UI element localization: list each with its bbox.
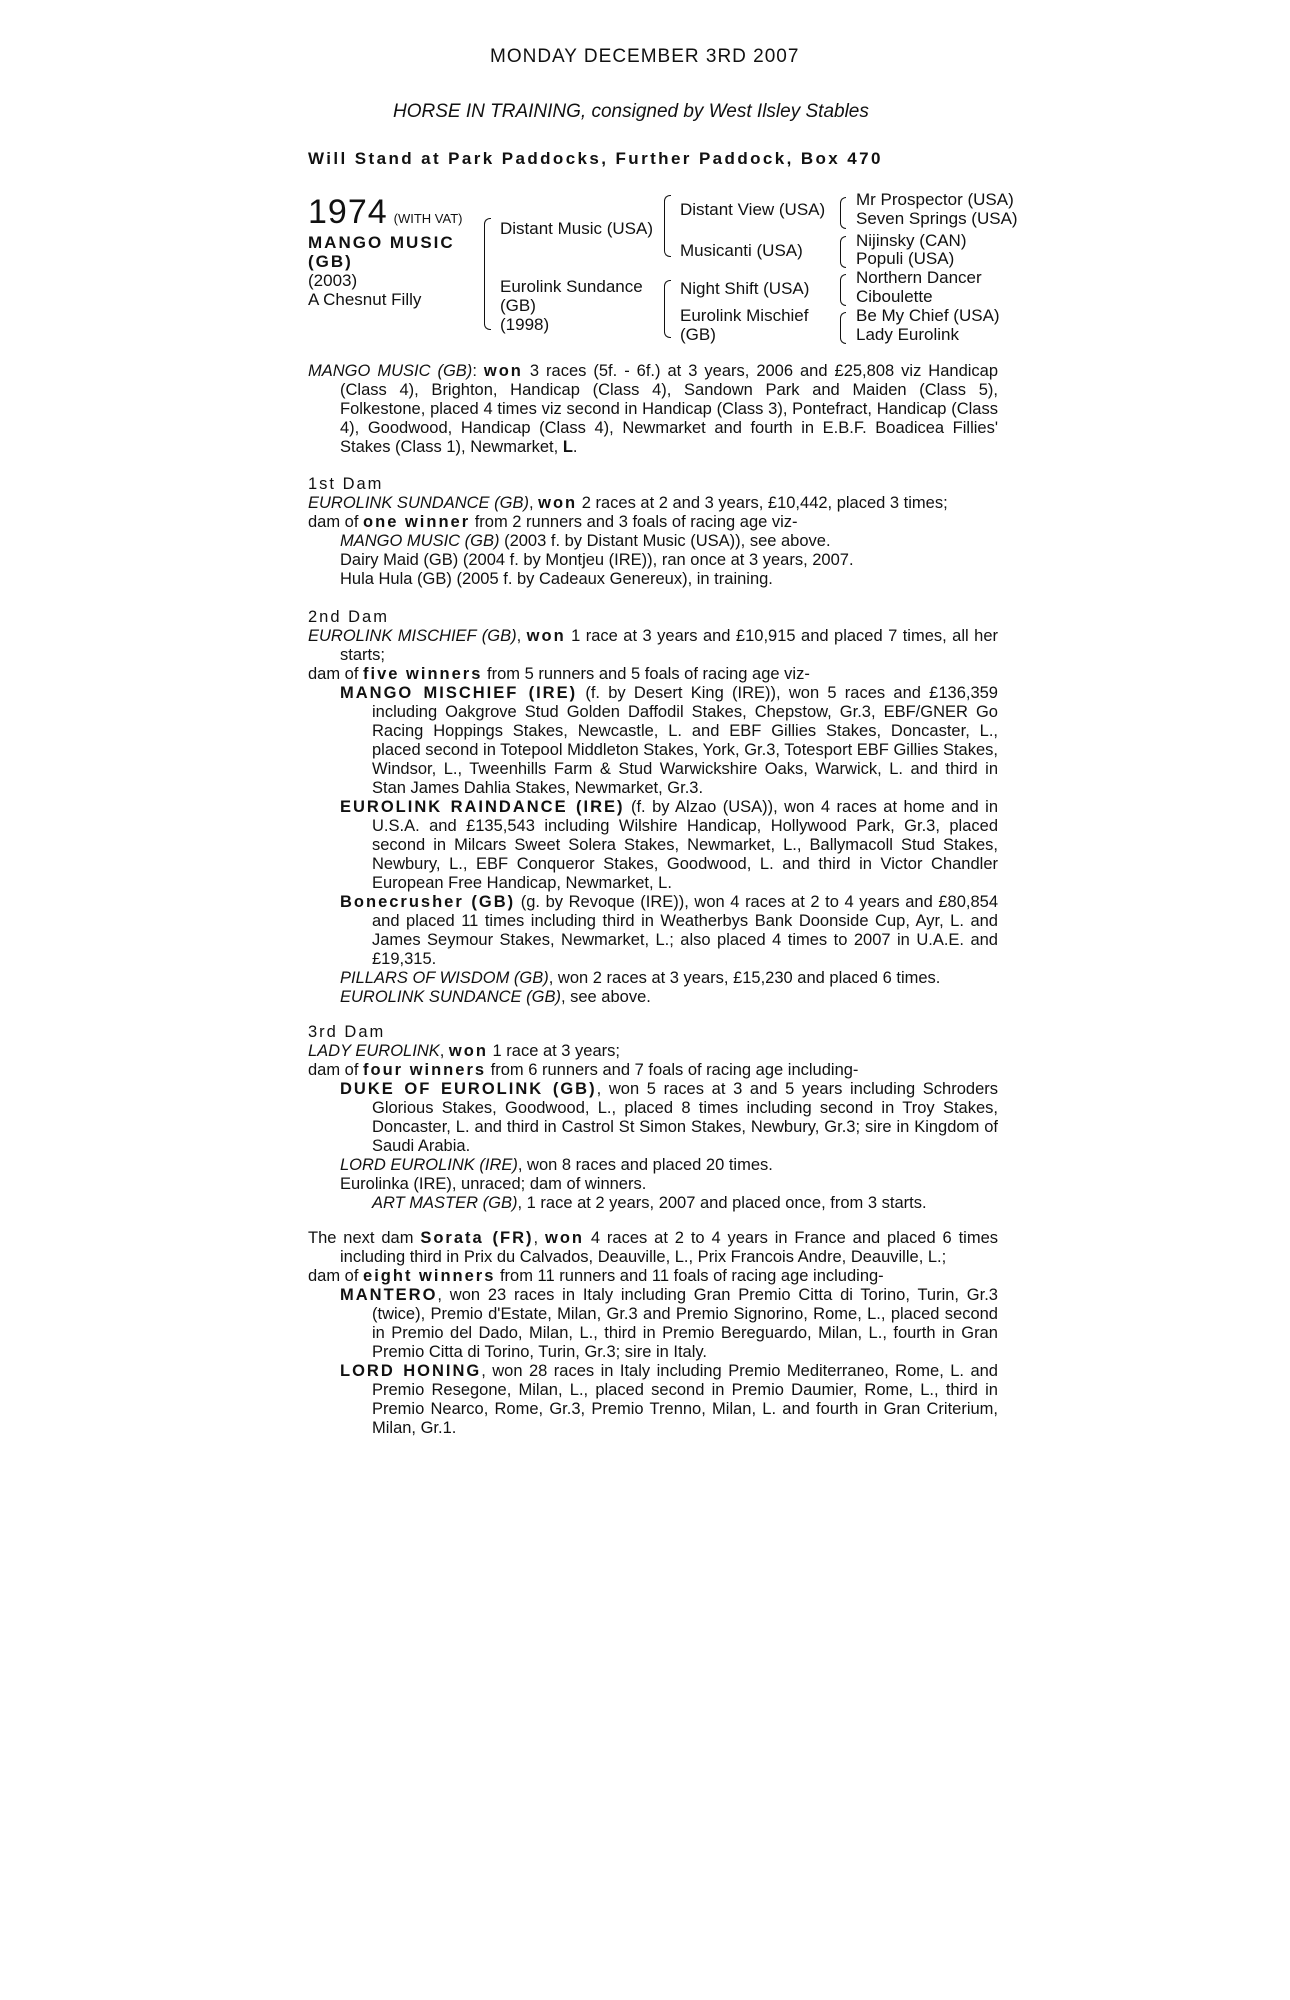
progeny-text: , see above.: [560, 988, 651, 1006]
next-dam-record: The next dam Sorata (FR), won 4 races at 2 to 4 years in France and placed 6 times including third in Prix du Calvados, Deauville, L., Prix Francois Andre, Deauville, L.;: [308, 1229, 999, 1266]
progeny-name: DUKE OF EUROLINK (GB): [340, 1080, 597, 1098]
first-dam-progeny-2: Dairy Maid (GB) (2004 f. by Montjeu (IRE)), ran once at 3 years, 2007.: [340, 551, 854, 569]
summary-body: 3 races (5f. - 6f.) at 3 years, 2006 and £25,808 viz Handicap (Class 4), Brighton, Handicap (Class 4), Sandown Park and Maiden (Class 5), Folkestone, placed 4 times viz second in Handicap (Class 3), Pontefract, Handicap (Class 4), Goodwood, Handicap (Class 4), Newmarket and fourth in E.B.F. Boadicea Fillies' Stakes (Class 1), Newmarket,: [340, 362, 999, 456]
race-summary-text: MANGO MUSIC (GB): won 3 races (5f. - 6f.) at 3 years, 2006 and £25,808 viz Handicap (Class 4), Brighton, Handicap (Class 4), Sandown Park and Maiden (Class 5), Folkestone, placed 4 times viz second in Handicap (Class 3), Pontefract, Handicap (Class 4), Goodwood, Handicap (Class 4), Newmarket and fourth in E.B.F. Boadicea Fillies' Stakes (Class 1), Newmarket, L.: [308, 362, 999, 456]
summary-horse-name: MANGO MUSIC (GB): [308, 362, 473, 380]
pedigree-dds: Be My Chief (USA): [856, 306, 1000, 325]
third-dam-progeny-2: [308, 1156, 998, 1175]
third-dam-heading: 3rd Dam: [308, 1023, 386, 1041]
third-dam-dam-of: dam of: [308, 1061, 364, 1079]
pedigree-brace-1: [484, 218, 491, 330]
pedigree-dam-sire: Night Shift (USA): [680, 279, 810, 298]
progeny-name: MANTERO: [340, 1286, 438, 1304]
progeny-text: , won 23 races in Italy including Gran Premio Citta di Torino, Turin, Gr.3 (twice), Premio d'Estate, Milan, Gr.3 and Premio Signorino, Rome, L., placed second in Premio del Dado, Milan, L., third in Premio Bereguardo, Milan, L., fourth in Gran Premio Citta di Torino, Turin, Gr.3; sire in Italy.: [372, 1286, 998, 1361]
pedigree-brace-3c: [840, 274, 846, 306]
next-dam-produce: [308, 1267, 998, 1286]
second-dam-progeny-4: [308, 969, 998, 988]
second-dam-winners: five winners: [363, 665, 483, 683]
first-dam-section: [308, 475, 998, 589]
pedigree-dam-country: (GB): [500, 296, 536, 315]
next-dam-section: [308, 1229, 998, 1438]
pedigree-sss: Mr Prospector (USA): [856, 190, 1014, 209]
progeny-text: , won 2 races at 3 years, £15,230 and placed 6 times.: [548, 969, 941, 987]
pedigree-sire-dam: Musicanti (USA): [680, 241, 803, 260]
next-dam-text: 4 races at 2 to 4 years in France and placed 6 times including third in Prix du Calvados, Deauville, L., Prix Francois Andre, Deauville, L.;: [340, 1229, 999, 1266]
second-dam-produce-text: from 5 runners and 5 foals of racing age viz-: [482, 665, 810, 683]
third-dam-produce: [308, 1061, 998, 1080]
race-summary: [308, 362, 998, 457]
second-dam-name: EUROLINK MISCHIEF (GB): [308, 627, 517, 645]
lot-number: [308, 193, 462, 232]
progeny-name: Bonecrusher (GB): [340, 893, 516, 911]
third-dam-winners: four winners: [363, 1061, 487, 1079]
second-dam-record: EUROLINK MISCHIEF (GB), won 1 race at 3 years and £10,915 and placed 7 times, all her starts;: [308, 627, 998, 664]
third-dam-record: LADY EUROLINK, won 1 race at 3 years;: [308, 1042, 620, 1060]
next-dam-winners: eight winners: [363, 1267, 496, 1285]
pedigree-brace-3a: [840, 197, 846, 229]
horse-name: MANGO MUSIC: [308, 233, 455, 252]
progeny-name: MANGO MUSIC (GB): [340, 532, 500, 550]
third-dam-progeny-1: [308, 1080, 998, 1156]
first-dam-name: EUROLINK SUNDANCE (GB): [308, 494, 529, 512]
first-dam-produce-text: from 2 runners and 3 foals of racing age viz-: [470, 513, 798, 531]
pedigree-dam-dam-name: Eurolink Mischief: [680, 306, 809, 325]
pedigree-ddd: Lady Eurolink: [856, 325, 960, 344]
pedigree-dam-dam: [680, 306, 809, 344]
consignment-line: HORSE IN TRAINING, consigned by West Ilsley Stables: [393, 101, 869, 122]
pedigree-sdd: Populi (USA): [856, 249, 955, 268]
third-dam-progeny-3: Eurolinka (IRE), unraced; dam of winners.: [340, 1175, 647, 1193]
first-dam-winners: one winner: [363, 513, 471, 531]
second-dam-progeny-3: [308, 893, 998, 969]
progeny-text: , won 28 races in Italy including Premio Mediterraneo, Rome, L. and Premio Resegone, Milan, L., placed second in Premio Daumier, Rome, L., third in Premio Nearco, Rome, Gr.3, Premio Trenno, Milan, L. and fourth in Gran Criterium, Milan, Gr.1.: [372, 1362, 998, 1437]
third-dam-produce-text: from 6 runners and 7 foals of racing age including-: [486, 1061, 859, 1079]
next-dam-progeny-2: [308, 1362, 998, 1438]
first-dam-progeny-3: Hula Hula (GB) (2005 f. by Cadeaux Genereux), in training.: [340, 570, 773, 588]
next-dam-pre: The next dam: [308, 1229, 421, 1247]
progeny-name: MANGO MISCHIEF (IRE): [340, 684, 578, 702]
sale-date: MONDAY DECEMBER 3RD 2007: [490, 46, 800, 67]
second-dam-produce: [308, 665, 998, 684]
pedigree-ssd: Seven Springs (USA): [856, 209, 1018, 228]
progeny-name: EUROLINK SUNDANCE (GB): [340, 988, 561, 1006]
pedigree-brace-2a: [664, 195, 671, 257]
first-dam-produce: [308, 513, 998, 532]
second-dam-won: won: [526, 627, 566, 645]
second-dam-heading: 2nd Dam: [308, 608, 389, 626]
progeny-name: ART MASTER (GB): [372, 1194, 518, 1212]
pedigree-dam-year: (1998): [500, 315, 550, 334]
pedigree-sire: Distant Music (USA): [500, 219, 654, 238]
second-dam-progeny-2: [308, 798, 998, 893]
second-dam-section: [308, 608, 998, 1007]
next-dam-produce-text: from 11 runners and 11 foals of racing age including-: [495, 1267, 884, 1285]
progeny-name: EUROLINK RAINDANCE (IRE): [340, 798, 625, 816]
first-dam-text: 2 races at 2 and 3 years, £10,442, placed 3 times;: [577, 494, 948, 512]
pedigree-brace-3d: [840, 312, 846, 344]
third-dam-won: won: [448, 1042, 488, 1060]
pedigree-dam-dam-country: (GB): [680, 325, 716, 344]
progeny-name: PILLARS OF WISDOM (GB): [340, 969, 549, 987]
summary-won: won: [483, 362, 523, 380]
first-dam-heading: 1st Dam: [308, 475, 384, 493]
third-dam-text: 1 race at 3 years;: [487, 1042, 620, 1060]
next-dam-dam-of: dam of: [308, 1267, 364, 1285]
progeny-text: (f. by Alzao (USA)), won 4 races at home and in U.S.A. and £135,543 including Wilshire Handicap, Hollywood Park, Gr.3, placed second in Milcars Sweet Solera Stakes, Newmarket, L., Ballymacoll Stud Stakes, Newbury, L., EBF Conqueror Stakes, Goodwood, L. and third in Victor Chandler European Free Handicap, Newmarket, L.: [372, 798, 998, 892]
next-dam-name: Sorata (FR): [420, 1229, 534, 1247]
second-dam-dam-of: dam of: [308, 665, 364, 683]
pedigree-sire-sire: Distant View (USA): [680, 200, 826, 219]
second-dam-progeny-1: [308, 684, 998, 798]
horse-year: (2003): [308, 271, 358, 290]
pedigree-dss: Northern Dancer: [856, 268, 982, 287]
pedigree-sds: Nijinsky (CAN): [856, 231, 967, 250]
pedigree-dsd: Ciboulette: [856, 287, 933, 306]
progeny-name: LORD HONING: [340, 1362, 482, 1380]
third-dam-section: [308, 1023, 998, 1213]
first-dam-progeny-1: [308, 532, 998, 551]
third-dam-name: LADY EUROLINK: [308, 1042, 440, 1060]
second-dam-text: 1 race at 3 years and £10,915 and placed 7 times, all her starts;: [340, 627, 998, 664]
first-dam-record: EUROLINK SUNDANCE (GB), won 2 races at 2 and 3 years, £10,442, placed 3 times;: [308, 494, 948, 512]
first-dam-dam-of: dam of: [308, 513, 364, 531]
horse-country: (GB): [308, 252, 353, 271]
lot-info: [308, 233, 455, 309]
lot-vat: (WITH VAT): [393, 211, 463, 226]
progeny-text: , 1 race at 2 years, 2007 and placed once, from 3 starts.: [517, 1194, 927, 1212]
second-dam-progeny-5: [308, 988, 998, 1007]
next-dam-won: won: [545, 1229, 585, 1247]
first-dam-won: won: [538, 494, 578, 512]
summary-listed: L: [562, 438, 573, 456]
progeny-text: (f. by Desert King (IRE)), won 5 races and £136,359 including Oakgrove Stud Golden Daffodil Stakes, Chepstow, Gr.3, EBF/GNER Go Racing Hoppings Stakes, Newcastle, L. and EBF Gillies Stakes, Doncaster, L., placed second in Totepool Middleton Stakes, York, Gr.3, Totesport EBF Gillies Stakes, Windsor, L., Tweenhills Farm & Stud Warwickshire Oaks, Warwick, L. and third in Stan James Dahlia Stakes, Newmarket, Gr.3.: [372, 684, 998, 797]
progeny-text: (g. by Revoque (IRE)), won 4 races at 2 to 4 years and £80,854 and placed 11 times including third in Weatherbys Bank Doonside Cup, Ayr, L. and James Seymour Stakes, Newmarket, L.; also placed 4 times to 2007 in U.A.E. and £19,315.: [372, 893, 999, 968]
pedigree-dam-name: Eurolink Sundance: [500, 277, 643, 296]
pedigree-brace-2b: [664, 280, 671, 338]
pedigree-dam: [500, 277, 643, 334]
lot-number-value: 1974: [308, 193, 388, 231]
summary-end: .: [572, 438, 578, 456]
pedigree-brace-3b: [840, 236, 846, 268]
location-line: Will Stand at Park Paddocks, Further Paddock, Box 470: [308, 149, 883, 168]
third-dam-progeny-4: [308, 1194, 998, 1213]
progeny-text: (2003 f. by Distant Music (USA)), see above.: [499, 532, 831, 550]
progeny-text: , won 8 races and placed 20 times.: [517, 1156, 773, 1174]
next-dam-progeny-1: [308, 1286, 998, 1362]
progeny-name: LORD EUROLINK (IRE): [340, 1156, 518, 1174]
progeny-text: , won 5 races at 3 and 5 years including Schroders Glorious Stakes, Goodwood, L., placed 8 times including second in Troy Stakes, Doncaster, L. and third in Castrol St Simon Stakes, Newbury, Gr.3; sire in Kingdom of Saudi Arabia.: [372, 1080, 999, 1155]
horse-description: A Chesnut Filly: [308, 290, 422, 309]
